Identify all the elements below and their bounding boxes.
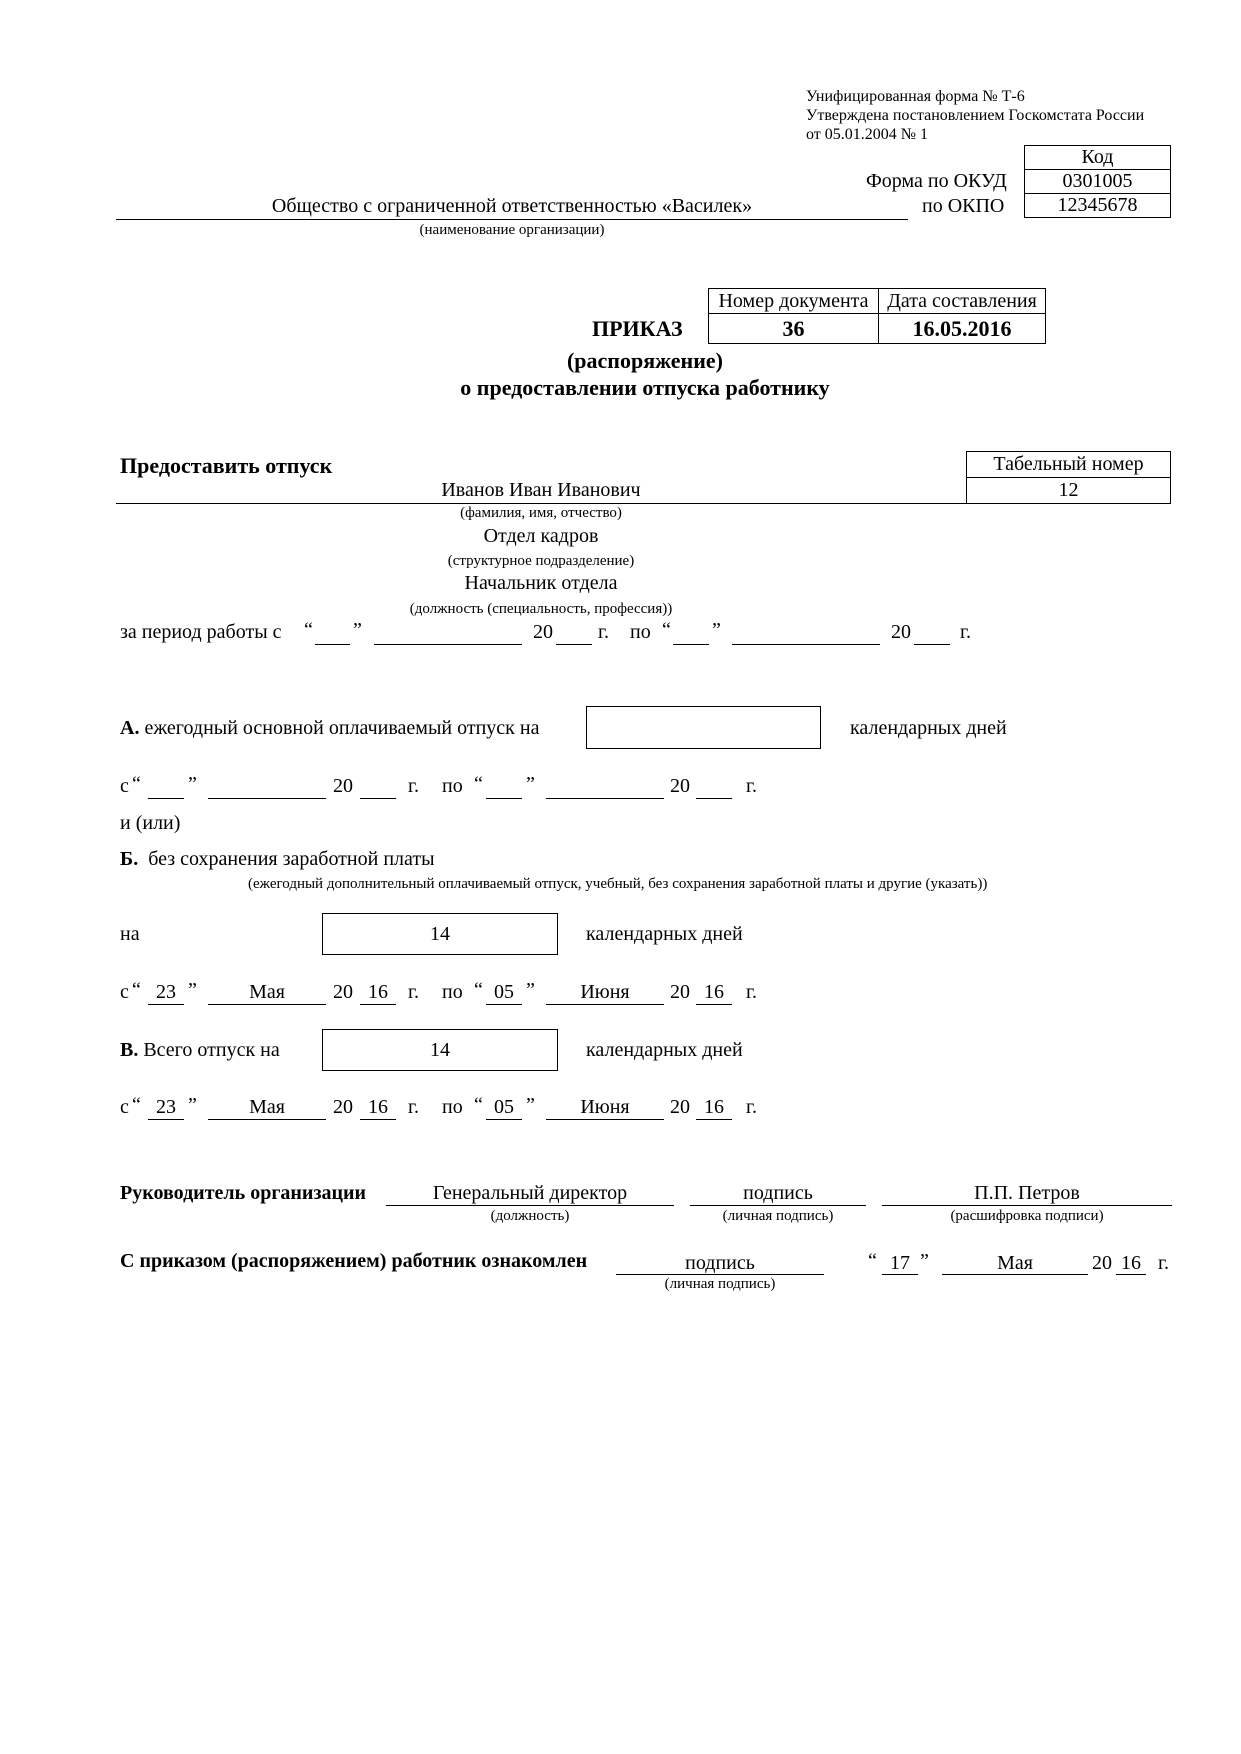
- head-name-line: [882, 1205, 1172, 1206]
- ack-signature-line: [616, 1274, 824, 1275]
- section-b-from-open-quote: “: [132, 979, 141, 1001]
- head-position: Генеральный директор: [432, 1182, 628, 1204]
- section-b-to-close-quote: ”: [526, 979, 535, 1001]
- section-a-from-open-quote: “: [132, 773, 141, 795]
- section-v-from-label: с: [120, 1096, 129, 1118]
- section-v-to-year-prefix: 20: [670, 1096, 690, 1118]
- section-v-from-day: 23: [156, 1096, 176, 1118]
- ack-year-line: [1116, 1274, 1146, 1275]
- section-b-from-month-line: [208, 1004, 326, 1005]
- section-b-to-label: по: [442, 981, 463, 1003]
- section-b-on-label: на: [120, 923, 140, 945]
- section-a-to-year-suffix: г.: [746, 775, 757, 797]
- section-a-to-close-quote: ”: [526, 773, 535, 795]
- grant-leave-label: Предоставить отпуск: [120, 453, 333, 478]
- acknowledgement-label: С приказом (распоряжением) работник ознакомлен: [120, 1250, 588, 1272]
- tab-number-value: 12: [966, 477, 1171, 504]
- section-v-from-year-suffix: г.: [408, 1096, 419, 1118]
- section-b-to-day: 05: [494, 981, 514, 1003]
- section-b-to-day-line: [486, 1004, 522, 1005]
- section-a-from-year-suffix: г.: [408, 775, 419, 797]
- head-position-caption: (должность): [490, 1208, 570, 1224]
- section-b-to-month: Июня: [580, 981, 630, 1003]
- section-v-to-month-line: [546, 1119, 664, 1120]
- period-from-year-prefix: 20: [533, 621, 553, 643]
- fio-caption: (фамилия, имя, отчество): [460, 505, 622, 521]
- section-v-from-day-line: [148, 1119, 184, 1120]
- period-to-month-line: [732, 644, 880, 645]
- period-from-year-line: [556, 644, 592, 645]
- ack-signature-caption: (личная подпись): [664, 1276, 776, 1292]
- ack-month: Мая: [997, 1252, 1033, 1274]
- head-name: П.П. Петров: [974, 1182, 1080, 1204]
- section-v-from-year: 16: [368, 1096, 388, 1118]
- organization-underline: [116, 219, 908, 220]
- section-b-days-label: календарных дней: [586, 923, 743, 945]
- section-b-from-label: с: [120, 981, 129, 1003]
- period-from-month-line: [374, 644, 522, 645]
- section-a-letter: А.: [120, 717, 140, 739]
- section-v-from-close-quote: ”: [188, 1094, 197, 1116]
- organization-name: Общество с ограниченной ответственностью «Василек»: [271, 195, 753, 217]
- section-v-to-year-suffix: г.: [746, 1096, 757, 1118]
- section-v-letter: В.: [120, 1039, 139, 1061]
- section-b-to-year-suffix: г.: [746, 981, 757, 1003]
- section-v-to-year: 16: [704, 1096, 724, 1118]
- section-b-from-year-suffix: г.: [408, 981, 419, 1003]
- section-a-to-day-line: [486, 798, 522, 799]
- section-v-from-open-quote: “: [132, 1094, 141, 1116]
- form-line-2: Утверждена постановлением Госкомстата России: [806, 107, 1145, 124]
- section-b-from-day: 23: [156, 981, 176, 1003]
- ack-close-quote: ”: [920, 1250, 929, 1272]
- period-from-day-line: [315, 644, 350, 645]
- period-to-label: по: [630, 621, 651, 643]
- doc-date-header: Дата составления: [878, 288, 1046, 314]
- section-v-to-day-line: [486, 1119, 522, 1120]
- head-signature-caption: (личная подпись): [722, 1208, 834, 1224]
- section-b-from-month: Мая: [249, 981, 285, 1003]
- section-b-to-year-prefix: 20: [670, 981, 690, 1003]
- head-label: Руководитель организации: [120, 1182, 367, 1204]
- section-a-to-year-prefix: 20: [670, 775, 690, 797]
- section-a-from-month-line: [208, 798, 326, 799]
- ack-day-line: [882, 1274, 918, 1275]
- section-v-to-label: по: [442, 1096, 463, 1118]
- section-a-from-year-prefix: 20: [333, 775, 353, 797]
- head-name-caption: (расшифровка подписи): [950, 1208, 1104, 1224]
- okud-value-cell: 0301005: [1024, 169, 1171, 194]
- period-to-open-quote: “: [662, 619, 671, 641]
- period-from-close-quote: ”: [353, 619, 362, 641]
- section-b-from-year-line: [360, 1004, 396, 1005]
- period-to-year-prefix: 20: [891, 621, 911, 643]
- section-a-to-open-quote: “: [474, 773, 483, 795]
- section-b-text: без сохранения заработной платы: [148, 848, 435, 870]
- fio-underline: [116, 503, 966, 504]
- section-b-days-box: 14: [322, 913, 558, 955]
- period-to-day-line: [673, 644, 709, 645]
- department-caption: (структурное подразделение): [447, 553, 635, 569]
- doc-number: 36: [708, 313, 879, 344]
- section-b-to-year-line: [696, 1004, 732, 1005]
- section-v-to-month: Июня: [580, 1096, 630, 1118]
- okpo-value-cell: 12345678: [1024, 193, 1171, 218]
- period-to-close-quote: ”: [712, 619, 721, 641]
- section-v-to-close-quote: ”: [526, 1094, 535, 1116]
- section-a-days-label: календарных дней: [850, 717, 1007, 739]
- section-a-days-box: [586, 706, 821, 749]
- section-b-to-open-quote: “: [474, 979, 483, 1001]
- form-line-3: от 05.01.2004 № 1: [806, 126, 929, 143]
- period-from-open-quote: “: [304, 619, 313, 641]
- okud-label: Форма по ОКУД: [866, 170, 1007, 192]
- section-v-text: Всего отпуск на: [143, 1039, 280, 1061]
- ack-year-suffix: г.: [1158, 1252, 1169, 1274]
- section-b-label: [120, 848, 435, 871]
- section-b-from-close-quote: ”: [188, 979, 197, 1001]
- head-signature-line: [690, 1205, 866, 1206]
- section-b-from-day-line: [148, 1004, 184, 1005]
- section-b-letter: Б.: [120, 848, 139, 870]
- section-a-text: ежегодный основной оплачиваемый отпуск на: [144, 717, 540, 739]
- doc-title: ПРИКАЗ: [592, 316, 683, 341]
- ack-year: 16: [1121, 1252, 1141, 1274]
- and-or-label: и (или): [120, 812, 181, 834]
- section-b-from-year: 16: [368, 981, 388, 1003]
- section-v-days-label: календарных дней: [586, 1039, 743, 1061]
- section-a-to-label: по: [442, 775, 463, 797]
- organization-caption: (наименование организации): [419, 222, 605, 238]
- period-from-year-suffix: г.: [598, 621, 609, 643]
- section-a-from-label: с: [120, 775, 129, 797]
- period-to-year-line: [914, 644, 950, 645]
- section-a-from-year-line: [360, 798, 396, 799]
- head-position-line: [386, 1205, 674, 1206]
- employee-position: Начальник отдела: [464, 572, 618, 594]
- employee-fio: Иванов Иван Иванович: [441, 479, 641, 501]
- ack-year-prefix: 20: [1092, 1252, 1112, 1274]
- section-b-to-month-line: [546, 1004, 664, 1005]
- section-v-from-month-line: [208, 1119, 326, 1120]
- section-v-label: [120, 1039, 280, 1062]
- ack-open-quote: “: [868, 1250, 877, 1272]
- employee-department: Отдел кадров: [483, 525, 599, 547]
- doc-subject: о предоставлении отпуска работнику: [460, 375, 830, 400]
- period-to-year-suffix: г.: [960, 621, 971, 643]
- section-a-label: [120, 717, 539, 740]
- period-label: за период работы с: [120, 621, 282, 643]
- doc-number-header: Номер документа: [708, 288, 879, 314]
- head-signature: подпись: [743, 1182, 813, 1204]
- section-v-to-day: 05: [494, 1096, 514, 1118]
- section-a-to-year-line: [696, 798, 732, 799]
- form-line-1: Унифицированная форма № Т-6: [806, 88, 1025, 105]
- tab-number-header: Табельный номер: [966, 451, 1171, 478]
- position-caption: (должность (специальность, профессия)): [409, 601, 673, 617]
- okpo-label: по ОКПО: [922, 195, 1005, 217]
- section-b-to-year: 16: [704, 981, 724, 1003]
- section-v-from-year-line: [360, 1119, 396, 1120]
- section-b-from-year-prefix: 20: [333, 981, 353, 1003]
- ack-signature: подпись: [685, 1252, 755, 1274]
- section-v-to-open-quote: “: [474, 1094, 483, 1116]
- doc-date: 16.05.2016: [878, 313, 1046, 344]
- section-v-from-year-prefix: 20: [333, 1096, 353, 1118]
- section-v-to-year-line: [696, 1119, 732, 1120]
- section-v-from-month: Мая: [249, 1096, 285, 1118]
- ack-month-line: [942, 1274, 1088, 1275]
- section-a-from-day-line: [148, 798, 184, 799]
- section-a-from-close-quote: ”: [188, 773, 197, 795]
- code-header-cell: Код: [1024, 145, 1171, 170]
- section-a-to-month-line: [546, 798, 664, 799]
- ack-day: 17: [890, 1252, 910, 1274]
- section-b-caption: (ежегодный дополнительный оплачиваемый отпуск, учебный, без сохранения заработной платы и другие (указать)): [248, 876, 988, 892]
- section-v-days-box: 14: [322, 1029, 558, 1071]
- doc-subtitle: (распоряжение): [566, 348, 723, 373]
